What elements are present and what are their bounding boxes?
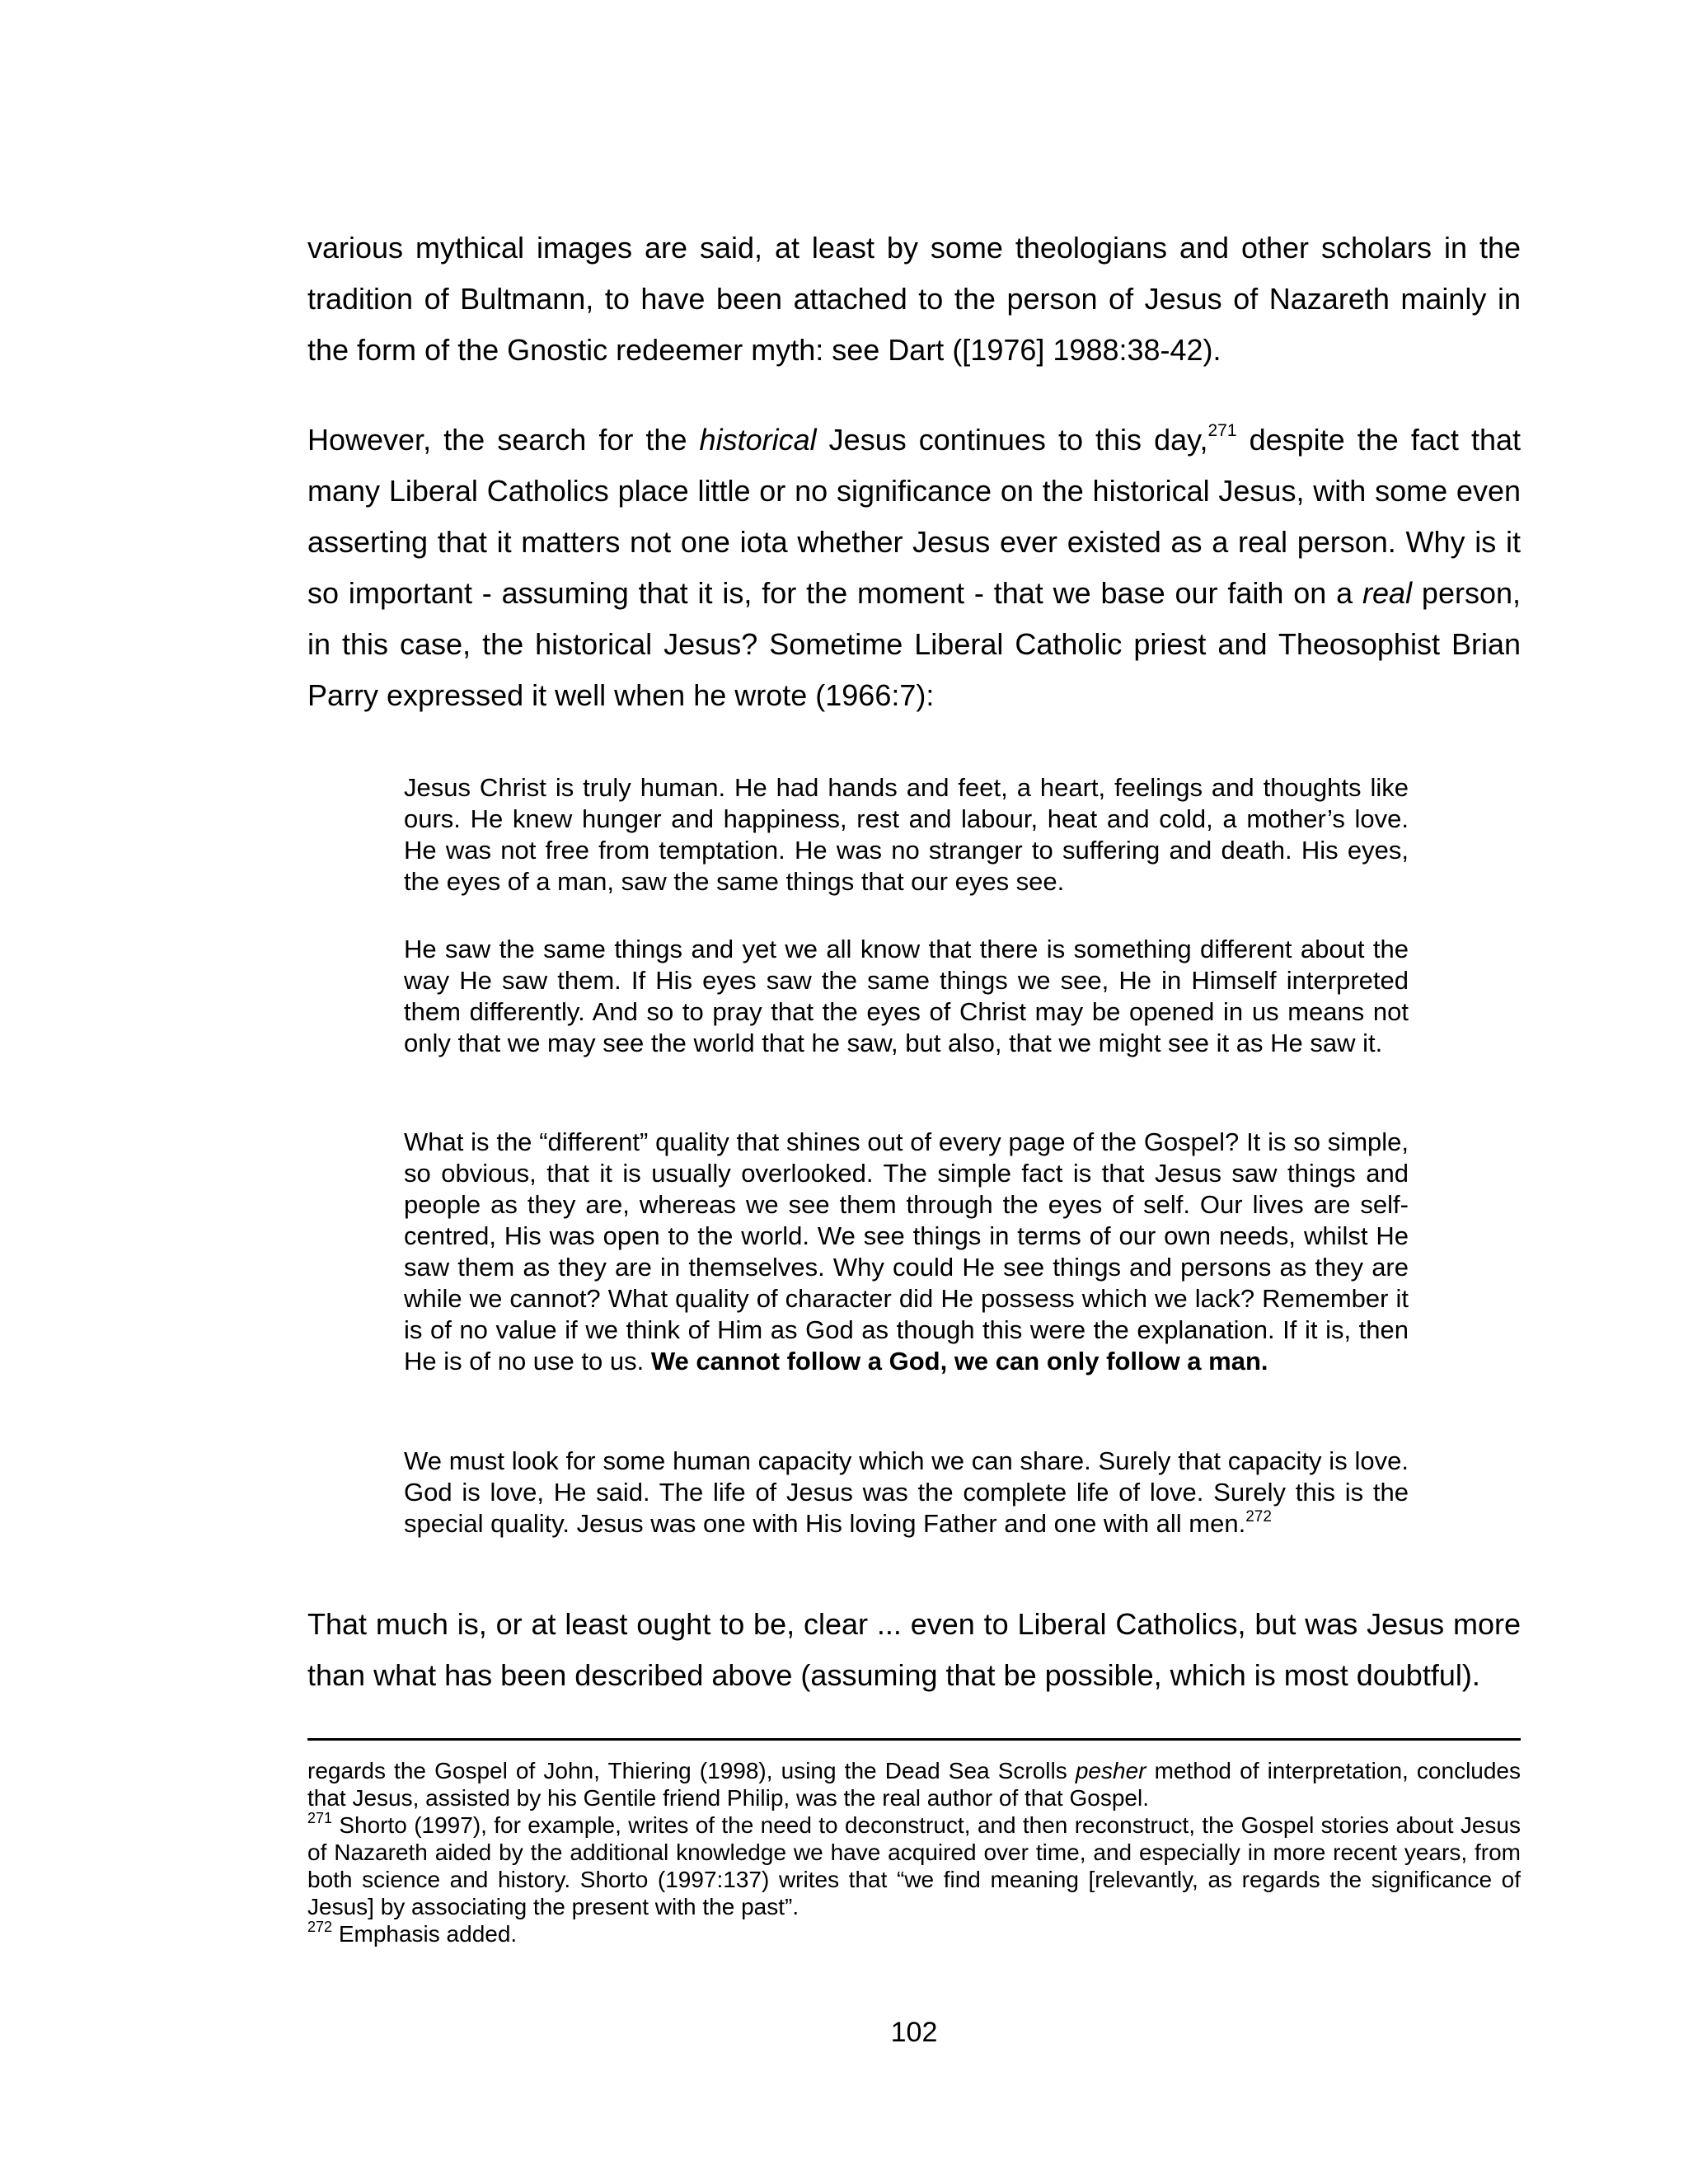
paragraph-text: various mythical images are said, at least by some theologians and other scholars in the tradition of Bultmann, to have been attached to the person of Jesus of Nazareth mainly in the form of the Gnostic redeemer myth: see Dart ([1976] 1988:38-42). xyxy=(307,231,1521,367)
italic-emphasis: historical xyxy=(699,423,817,457)
paragraph-text: Jesus continues to this day, xyxy=(816,423,1208,457)
paragraph-text: That much is, or at least ought to be, clear ... even to Liberal Catholics, but was Jesus more than what has been described above (assuming that be possible, which is most doubtful). xyxy=(307,1607,1521,1692)
body-paragraph-3 xyxy=(307,1599,1521,1701)
footnote-272 xyxy=(307,1920,1521,1947)
quote-text: He saw the same things and yet we all know that there is something different about the way He saw them. If His eyes saw the same things we see, He in Himself interpreted them differently. And so to pray that the eyes of Christ may be opened in us means not only that we may see the world that he saw, but also, that we might see it as He saw it. xyxy=(404,935,1409,1057)
footnote-continued xyxy=(307,1757,1521,1811)
italic-emphasis: pesher xyxy=(1075,1758,1146,1783)
footnote-text: Shorto (1997), for example, writes of the need to deconstruct, and then reconstruct, the Gospel stories about Jesus of Nazareth aided by the additional knowledge we have acquired over time, and especially in more recent years, from both science and history. Shorto (1997:137) writes that “we find meaning [relevantly, as regards the significance of Jesus] by associating the present with the past”. xyxy=(307,1812,1521,1919)
italic-emphasis: real xyxy=(1362,576,1413,610)
block-quote-paragraph-1 xyxy=(404,772,1409,898)
paragraph-text: person, in this case, the historical Jesus? Sometime Liberal Catholic priest and Theosophist Brian Parry expressed it well when he wrote (1966:7): xyxy=(307,576,1521,712)
footnote-number: 272 xyxy=(307,1918,333,1935)
page-number: 102 xyxy=(890,2017,938,2048)
footnote-text: regards the Gospel of John, Thiering (1998), using the Dead Sea Scrolls xyxy=(307,1758,1076,1783)
quote-text: We must look for some human capacity which we can share. Surely that capacity is love. God is love, He said. The life of Jesus was the complete life of love. Surely this is the special quality. Jesus was one with His loving Father and one with all men. xyxy=(404,1446,1409,1538)
footnote-reference-271: 271 xyxy=(1207,421,1237,440)
footnote-separator xyxy=(307,1738,1521,1741)
paragraph-text: However, the search for the xyxy=(307,423,700,457)
quote-text: What is the “different” quality that shines out of every page of the Gospel? It is so simple, so obvious, that it is usually overlooked. The simple fact is that Jesus saw things and people as they are, whereas we see them through the eyes of self. Our lives are self-centred, His was open to the world. We see things in terms of our own needs, whilst He saw them as they are in themselves. Why could He see things and persons as they are while we cannot? What quality of character did He possess which we lack? Remember it is of no value if we think of Him as God as though this were the explanation. If it is, then He is of no use to us. xyxy=(404,1127,1409,1376)
footnote-reference-272: 272 xyxy=(1245,1507,1272,1526)
block-quote-paragraph-2 xyxy=(404,934,1409,1059)
footnote-number: 271 xyxy=(307,1809,333,1826)
footnotes xyxy=(307,1757,1521,1947)
block-quote-paragraph-3 xyxy=(404,1127,1409,1377)
bold-emphasis: We cannot follow a God, we can only follow a man. xyxy=(650,1347,1268,1376)
quote-text: Jesus Christ is truly human. He had hands and feet, a heart, feelings and thoughts like ours. He knew hunger and happiness, rest and labour, heat and cold, a mother’s love. He was not free from temptation. He was no stranger to suffering and death. His eyes, the eyes of a man, saw the same things that our eyes see. xyxy=(404,773,1409,896)
block-quote-paragraph-4 xyxy=(404,1446,1409,1540)
paragraph-text: despite the fact that many Liberal Catholics place little or no significance on the historical Jesus, with some even asserting that it matters not one iota whether Jesus ever existed as a real person. Why is it so important - assuming that it is, for the moment - that we base our faith on a xyxy=(307,423,1522,610)
body-paragraph-2 xyxy=(307,415,1521,721)
body-paragraph-1 xyxy=(307,223,1521,376)
footnote-271 xyxy=(307,1811,1521,1920)
footnote-text: Emphasis added. xyxy=(332,1921,518,1947)
footnote-text: method of interpretation, concludes that Jesus, assisted by his Gentile friend Philip, was the real author of that Gospel. xyxy=(307,1758,1521,1811)
